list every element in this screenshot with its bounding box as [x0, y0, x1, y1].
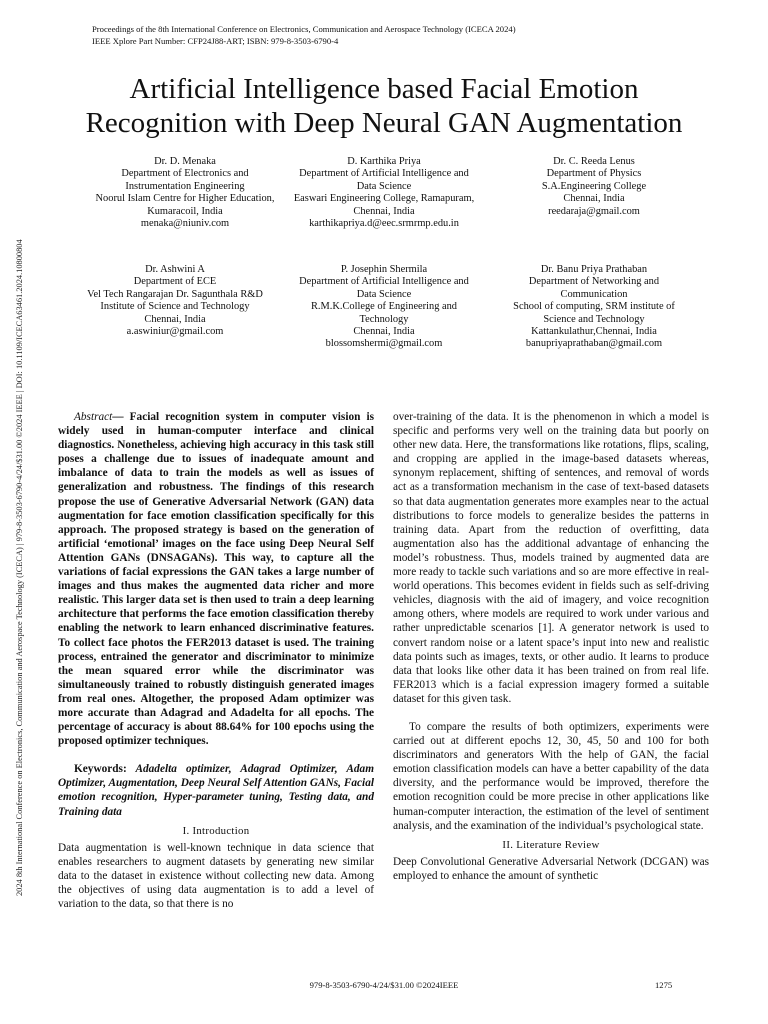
author-location: Kattankulathur,Chennai, India: [531, 326, 657, 338]
author-name: Dr. C. Reeda Lenus: [553, 156, 635, 167]
author-location: Chennai, India: [144, 313, 206, 325]
author-location: Chennai, India: [563, 193, 625, 205]
title-line-1: Artificial Intelligence based Facial Emotion: [129, 73, 639, 105]
section-heading-literature-review: II. Literature Review: [502, 838, 600, 851]
author-email: a.aswiniur@gmail.com: [126, 326, 224, 338]
author-affiliation: R.M.K.College of Engineering and: [310, 301, 458, 313]
author-name: Dr. Ashwini A: [145, 264, 205, 275]
author-affiliation: School of computing, SRM institute of: [513, 301, 675, 313]
title-line-2: Recognition with Deep Neural GAN Augmentation: [85, 107, 683, 139]
abstract-label: Abstract: [74, 411, 113, 423]
keywords-label: Keywords:: [74, 763, 127, 776]
paper-title: [30, 72, 738, 140]
author-email: menaka@niuniv.com: [140, 218, 230, 230]
author-email: blossomshermi@gmail.com: [325, 338, 443, 350]
author-affiliation: Communication: [560, 288, 628, 300]
author-affiliation: Department of Artificial Intelligence and: [299, 276, 469, 288]
author-affiliation: Data Science: [356, 180, 412, 192]
author-affiliation: S.A.Engineering College: [541, 180, 647, 192]
author-location: Kumaracoil, India: [147, 205, 223, 217]
author-name: Dr. D. Menaka: [154, 156, 216, 167]
abstract-text: — Facial recognition system in computer vision is widely used in human-computer interface and clinical diagnostics. Nonetheless, achieving high accuracy in this task still poses a challenge due to issues of inadequate amount and imbalance of data to train the models as well as issues of generalization and robustness. The findings of this research propose the use of Generative Adversarial Network (GAN) data augmentation for face emotion classification specifically for this approach. The proposed strategy is based on the generation of artificial ‘emotional’ images on the face using Deep Neural Self Attention GANs (DNSAGANs). This way, to capture all the variations of facial expressions the GAN takes a large number of images and thus makes the augmented data richer and more realistic. This larger data set is then used to train a deep learning architecture that performs the face emotion classification thereby enabling the network to learn enhanced discriminative features. To collect face photos the FER2013 dataset is used. The training process, entrained the generator and discriminator to minimize the mean squared error while the discriminator was simultaneously trained to robustly distinguish generated images from real ones. Altogether, the proposed Adam optimizer was more accurate than Adagrad and Adadelta for all epochs. The percentage of accuracy is about 88.64% for 100 epochs using the proposed optimizer techniques.: [58, 411, 374, 748]
author-block-3: [469, 156, 719, 218]
keywords-paragraph: [58, 762, 374, 818]
body-paragraph-3: Deep Convolutional Generative Adversarial Network (DCGAN) was employed to enhance the amount of synthetic: [393, 855, 709, 882]
author-email: banupriyaprathaban@gmail.com: [525, 338, 663, 350]
author-affiliation: Data Science: [356, 288, 412, 300]
keywords-text: Adadelta optimizer, Adagrad Optimizer, Adam Optimizer, Augmentation, Deep Neural Self Attention GANs, Facial emotion recognition, Hyper-parameter tuning, Testing data, and Training data: [58, 763, 374, 818]
author-location: Chennai, India: [353, 326, 415, 338]
author-affiliation: Department of Physics: [546, 168, 642, 180]
conference-header: [92, 24, 516, 47]
author-location: Chennai, India: [353, 205, 415, 217]
author-email: karthikapriya.d@eec.srmrmp.edu.in: [309, 218, 459, 230]
author-name: D. Karthika Priya: [347, 156, 421, 167]
author-affiliation: Department of Artificial Intelligence and: [299, 168, 469, 180]
section-heading-introduction: I. Introduction: [182, 824, 250, 837]
author-affiliation: Vel Tech Rangarajan Dr. Sagunthala R&D: [87, 288, 263, 300]
body-paragraph-1: over-training of the data. It is the phenomenon in which a model is specific and performs very well on the training data but poorly on other new data. Here, the transformations like rotations, flips, scaling, and cropping are applied in the image-based datasets whereas, synonym replacement, shifting of sentences, and removal of words act as a transformation mechanism in the case of text-based datasets so that data augmentation generates more examples near to the actual distributions to force models to generalize besides the patterns in training data. Apart from the reduction of overfitting, data augmentation also has the additional advantage of enhancing the model’s robustness. Thus, models trained by augmented data are more ready to tackle such variations and so are more effective in real-world operations. This becomes evident in fields such as self-driving vehicles, diagnosis with the aid of imagery, and voice recognition among others, where models are required to work under various and rather unpredictable scenarios [1]. A generator network is used to convert random noise or a latent space’s input into new and realistic data points such as images, texts, or other audio. It learns to produce data that looks like other data it has been trained on from real life. FER2013 which is a facial expression imagery formed a suitable dataset for this given task.: [393, 411, 709, 705]
header-line-2: IEEE Xplore Part Number: CFP24J88-ART; ISBN: 979-8-3503-6790-4: [92, 35, 339, 46]
author-name: Dr. Banu Priya Prathaban: [540, 264, 648, 275]
author-affiliation: Technology: [359, 313, 409, 325]
footer-copyright: 979-8-3503-6790-4/24/$31.00 ©2024IEEE: [309, 980, 459, 990]
author-affiliation: Department of Electronics and: [121, 168, 249, 180]
author-affiliation: Department of Networking and: [528, 276, 660, 288]
author-affiliation: Easwari Engineering College, Ramapuram,: [293, 193, 475, 205]
author-block-6: [469, 264, 719, 351]
body-paragraph-2: To compare the results of both optimizers, experiments were carried out at different epochs 12, 30, 45, 50 and 100 for both discriminators and generators With the help of GAN, the facial emotion classification models can have a better capability of the data diversity, and the performance would be improved, therefore the emotion recognition could be more precise in other applications like human-computer interaction, the estimation of the level of sentiment analysis, and the examination of the individual’s psychological state.: [393, 720, 709, 832]
author-affiliation: Department of ECE: [133, 276, 217, 288]
author-affiliation: Institute of Science and Technology: [100, 301, 250, 313]
author-email: reedaraja@gmail.com: [548, 205, 640, 217]
abstract-paragraph: [58, 410, 374, 748]
introduction-paragraph: Data augmentation is well-known technique in data science that enables researchers to augment datasets by generating new similar data to the dataset in existence without collecting new data. Among the objectives of using data augmentation is to add a level of variation to the data, so that there is no: [58, 841, 374, 911]
left-column: [58, 410, 374, 911]
author-affiliation: Instrumentation Engineering: [125, 180, 245, 192]
author-affiliation: Noorul Islam Centre for Higher Education,: [95, 193, 275, 205]
page-number: 1275: [655, 980, 673, 990]
author-affiliation: Science and Technology: [543, 313, 645, 325]
author-name: P. Josephin Shermila: [340, 264, 428, 275]
header-line-1: Proceedings of the 8th International Conference on Electronics, Communication and Aerospace Technology (ICECA 2024): [92, 24, 516, 34]
doi-sidebar: 2024 8th International Conference on Electronics, Communication and Aerospace Technology (ICECA) | 979-8-3503-6790-4/24/$31.00 ©2024 IEEE | DOI: 10.1109/ICECA63461.2024.10800804: [15, 239, 24, 896]
right-column: [393, 410, 709, 883]
